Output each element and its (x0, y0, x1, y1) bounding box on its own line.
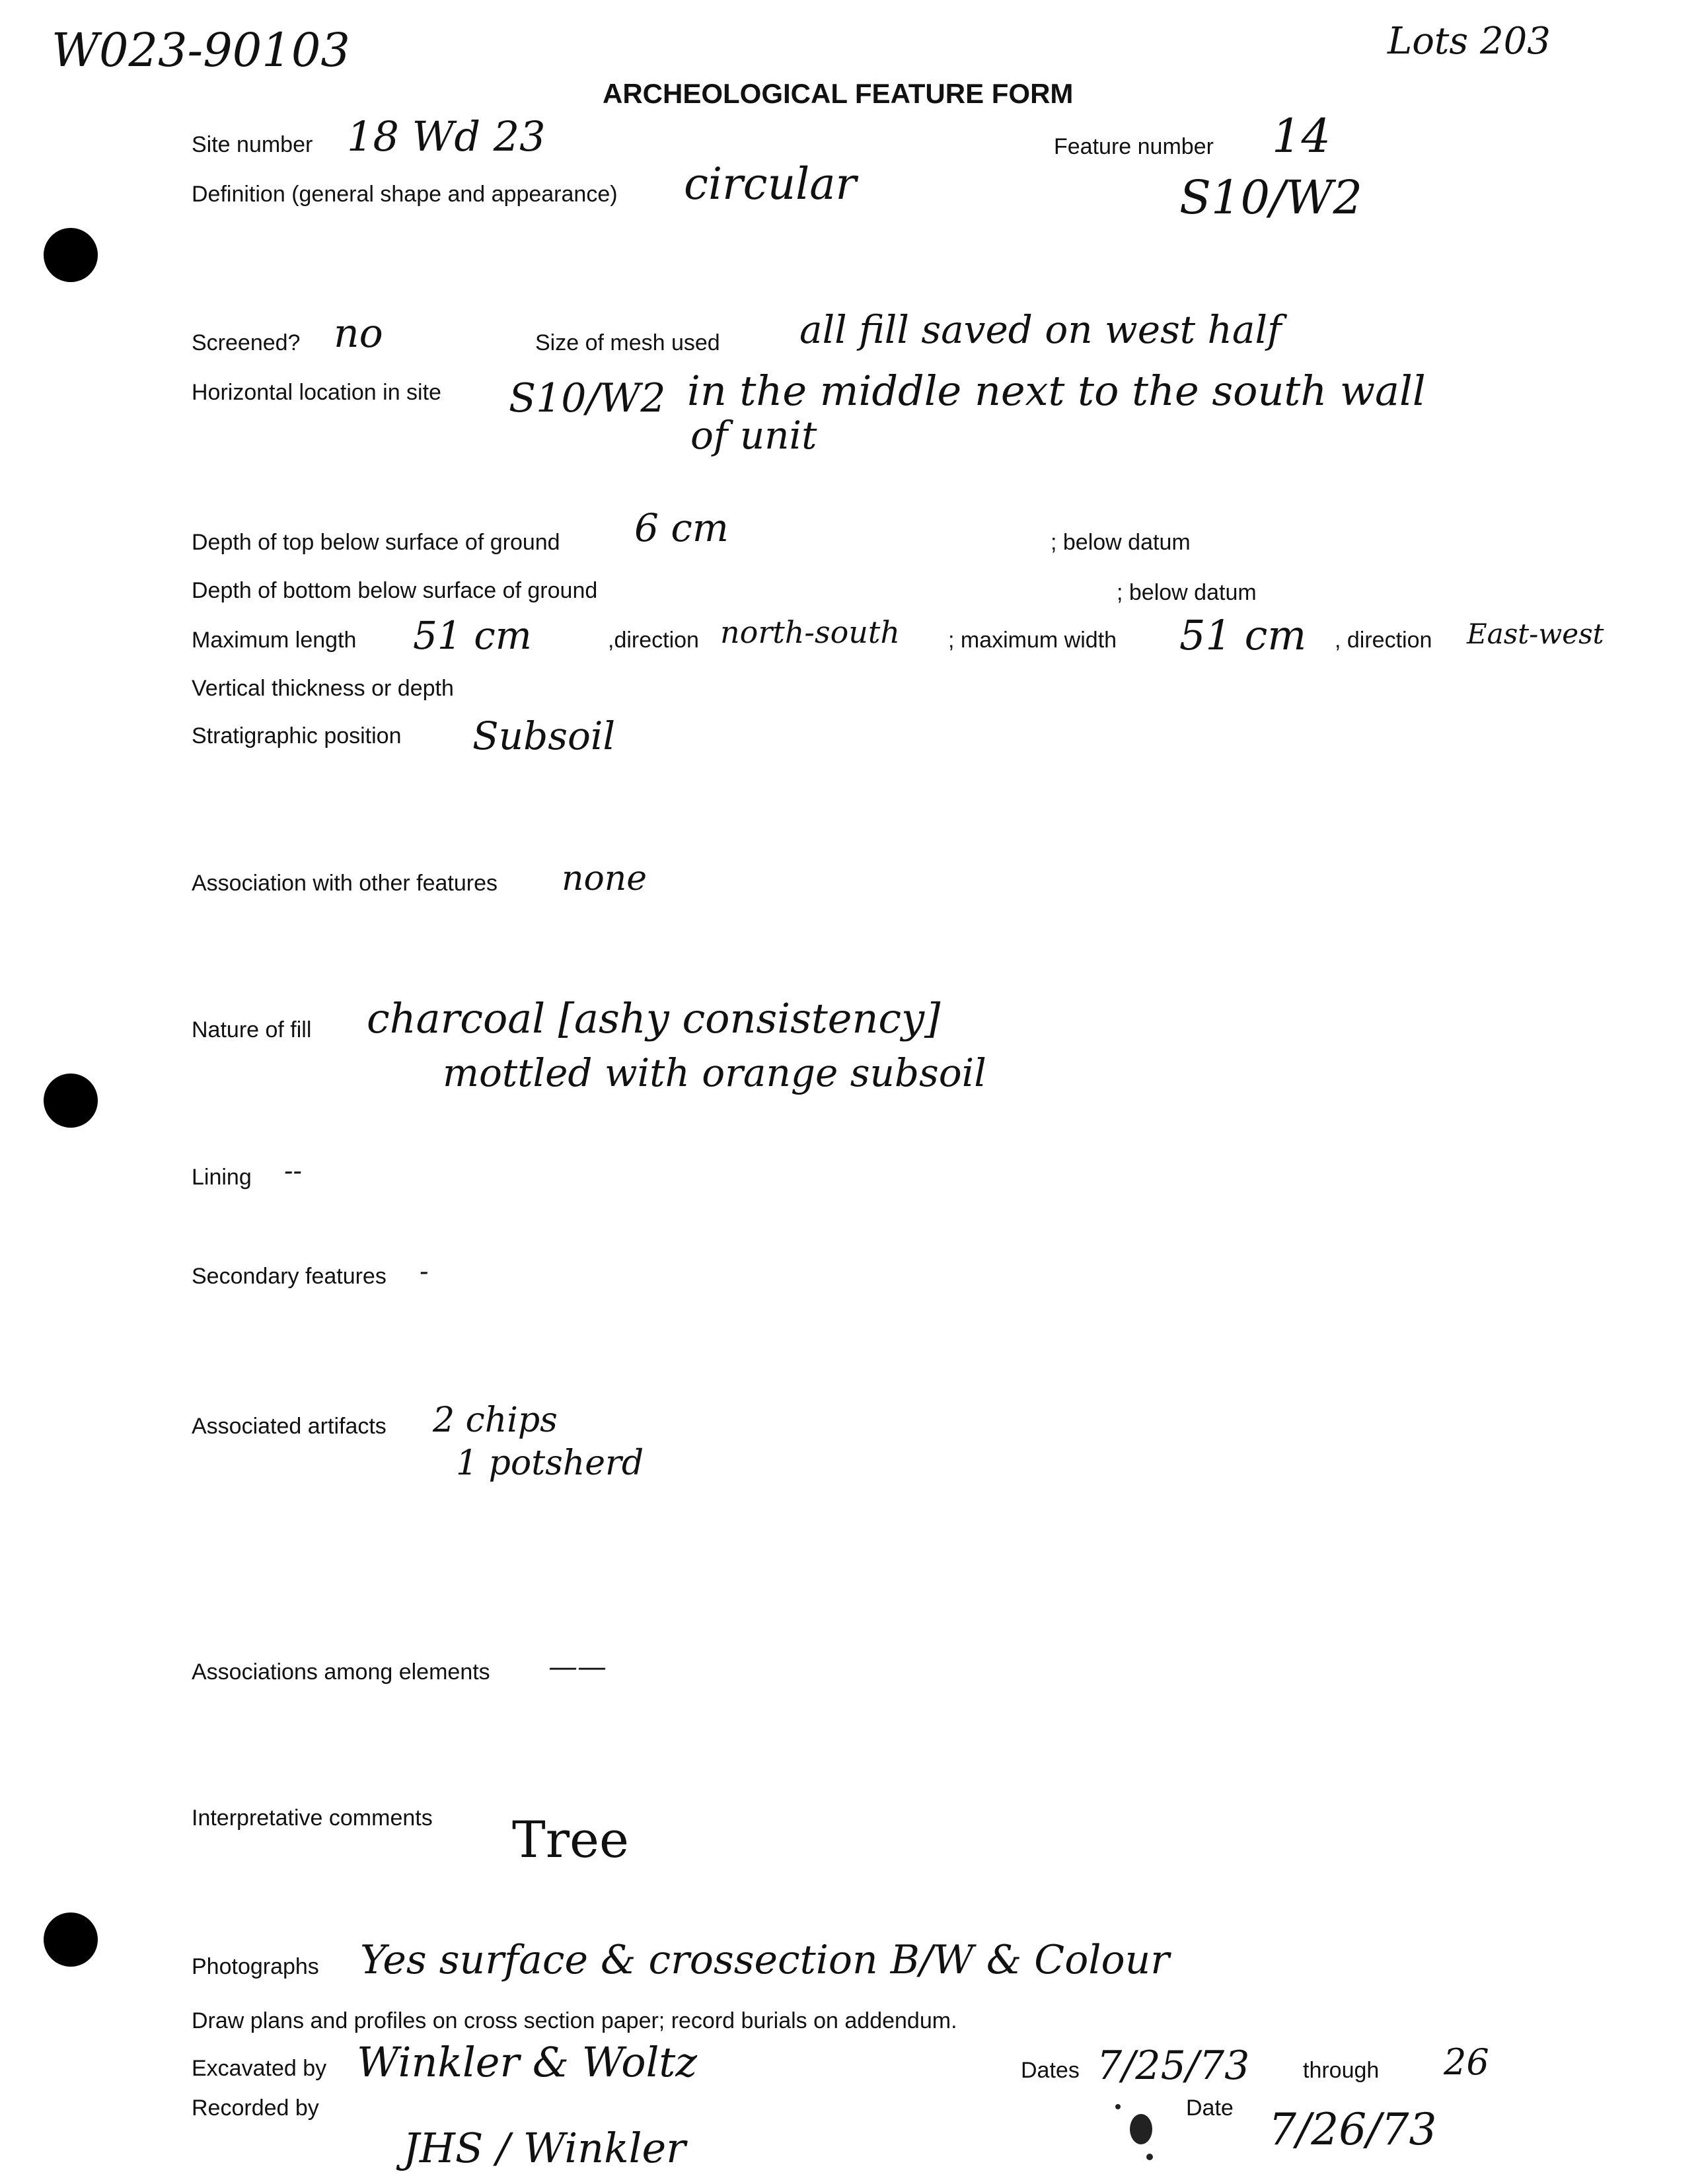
max-length-direction-value: north-south (720, 614, 901, 650)
horizontal-grid-value: S10/W2 (509, 375, 666, 421)
punch-hole-bottom (44, 1912, 98, 1967)
association-value: none (562, 859, 648, 898)
definition-label: Definition (general shape and appearance) (192, 182, 618, 207)
dates-value: 7/25/73 (1097, 2043, 1250, 2089)
nature-of-fill-value-cont: mottled with orange subsoil (443, 1050, 986, 1095)
punch-hole-top (44, 228, 98, 282)
through-value: 26 (1444, 2041, 1489, 2083)
screened-value: no (334, 310, 383, 357)
max-width-direction-value: East-west (1467, 618, 1604, 650)
horizontal-location-value: in the middle next to the south wall (687, 367, 1426, 415)
date-label: Date (1186, 2095, 1234, 2121)
nature-of-fill-value: charcoal [ashy consistency] (367, 994, 941, 1042)
horizontal-location-value-cont: of unit (690, 413, 817, 458)
max-length-direction-label: ,direction (608, 628, 699, 653)
associated-artifacts-label: Associated artifacts (192, 1414, 387, 1439)
excavated-by-value: Winkler & Woltz (357, 2038, 697, 2086)
recorded-by-label: Recorded by (192, 2095, 319, 2121)
ink-smudge (1130, 2114, 1152, 2144)
lots-number: Lots 203 (1388, 20, 1551, 63)
mesh-value: all fill saved on west half (799, 307, 1282, 352)
vertical-thickness-label: Vertical thickness or depth (192, 676, 454, 701)
lining-value: -- (284, 1156, 303, 1186)
associated-artifacts-value: 2 chips (433, 1401, 558, 1440)
secondary-features-value: - (420, 1256, 429, 1287)
max-width-label: ; maximum width (948, 628, 1117, 653)
secondary-features-label: Secondary features (192, 1264, 387, 1289)
depth-top-value: 6 cm (634, 505, 729, 550)
nature-of-fill-label: Nature of fill (192, 1017, 312, 1042)
horizontal-location-label: Horizontal location in site (192, 380, 441, 405)
definition-value: circular (684, 159, 857, 209)
document-id: W023-90103 (52, 23, 350, 77)
depth-top-datum-label: ; below datum (1051, 530, 1191, 555)
date-value: 7/26/73 (1269, 2104, 1437, 2155)
associations-among-elements-label: Associations among elements (192, 1659, 490, 1685)
depth-top-label: Depth of top below surface of ground (192, 530, 560, 555)
through-label: through (1303, 2058, 1380, 2083)
photographs-value: Yes surface & crossection B/W & Colour (360, 1937, 1169, 1983)
punch-hole-middle (44, 1074, 98, 1128)
site-number-label: Site number (192, 132, 313, 157)
recorded-by-value: JHS / Winkler (403, 2124, 686, 2172)
feature-grid-value: S10/W2 (1179, 170, 1363, 225)
max-width-value: 51 cm (1179, 611, 1307, 659)
photographs-label: Photographs (192, 1954, 319, 1979)
depth-bottom-label: Depth of bottom below surface of ground (192, 578, 598, 603)
site-number-value: 18 Wd 23 (347, 112, 546, 161)
associated-artifacts-value-cont: 1 potsherd (456, 1443, 644, 1483)
mesh-label: Size of mesh used (535, 330, 720, 355)
dates-label: Dates (1021, 2058, 1080, 2083)
lining-label: Lining (192, 1165, 252, 1190)
ink-speck (1115, 2104, 1121, 2109)
excavated-by-label: Excavated by (192, 2056, 327, 2081)
interpretative-comments-label: Interpretative comments (192, 1805, 433, 1831)
associations-among-elements-value: —— (548, 1650, 607, 1684)
stratigraphic-position-label: Stratigraphic position (192, 723, 402, 748)
stratigraphic-position-value: Subsoil (472, 713, 615, 758)
association-label: Association with other features (192, 871, 498, 896)
form-title: ARCHEOLOGICAL FEATURE FORM (603, 78, 1074, 109)
ink-speck (1146, 2154, 1153, 2160)
max-length-label: Maximum length (192, 628, 357, 653)
max-length-value: 51 cm (413, 613, 532, 658)
max-width-direction-label: , direction (1335, 628, 1432, 653)
screened-label: Screened? (192, 330, 301, 355)
feature-number-label: Feature number (1054, 134, 1214, 159)
interpretative-comments-value: Tree (512, 1810, 629, 1869)
depth-bottom-datum-label: ; below datum (1117, 580, 1257, 605)
feature-number-value: 14 (1272, 109, 1331, 163)
instructions-text: Draw plans and profiles on cross section paper; record burials on addendum. (192, 2008, 957, 2033)
